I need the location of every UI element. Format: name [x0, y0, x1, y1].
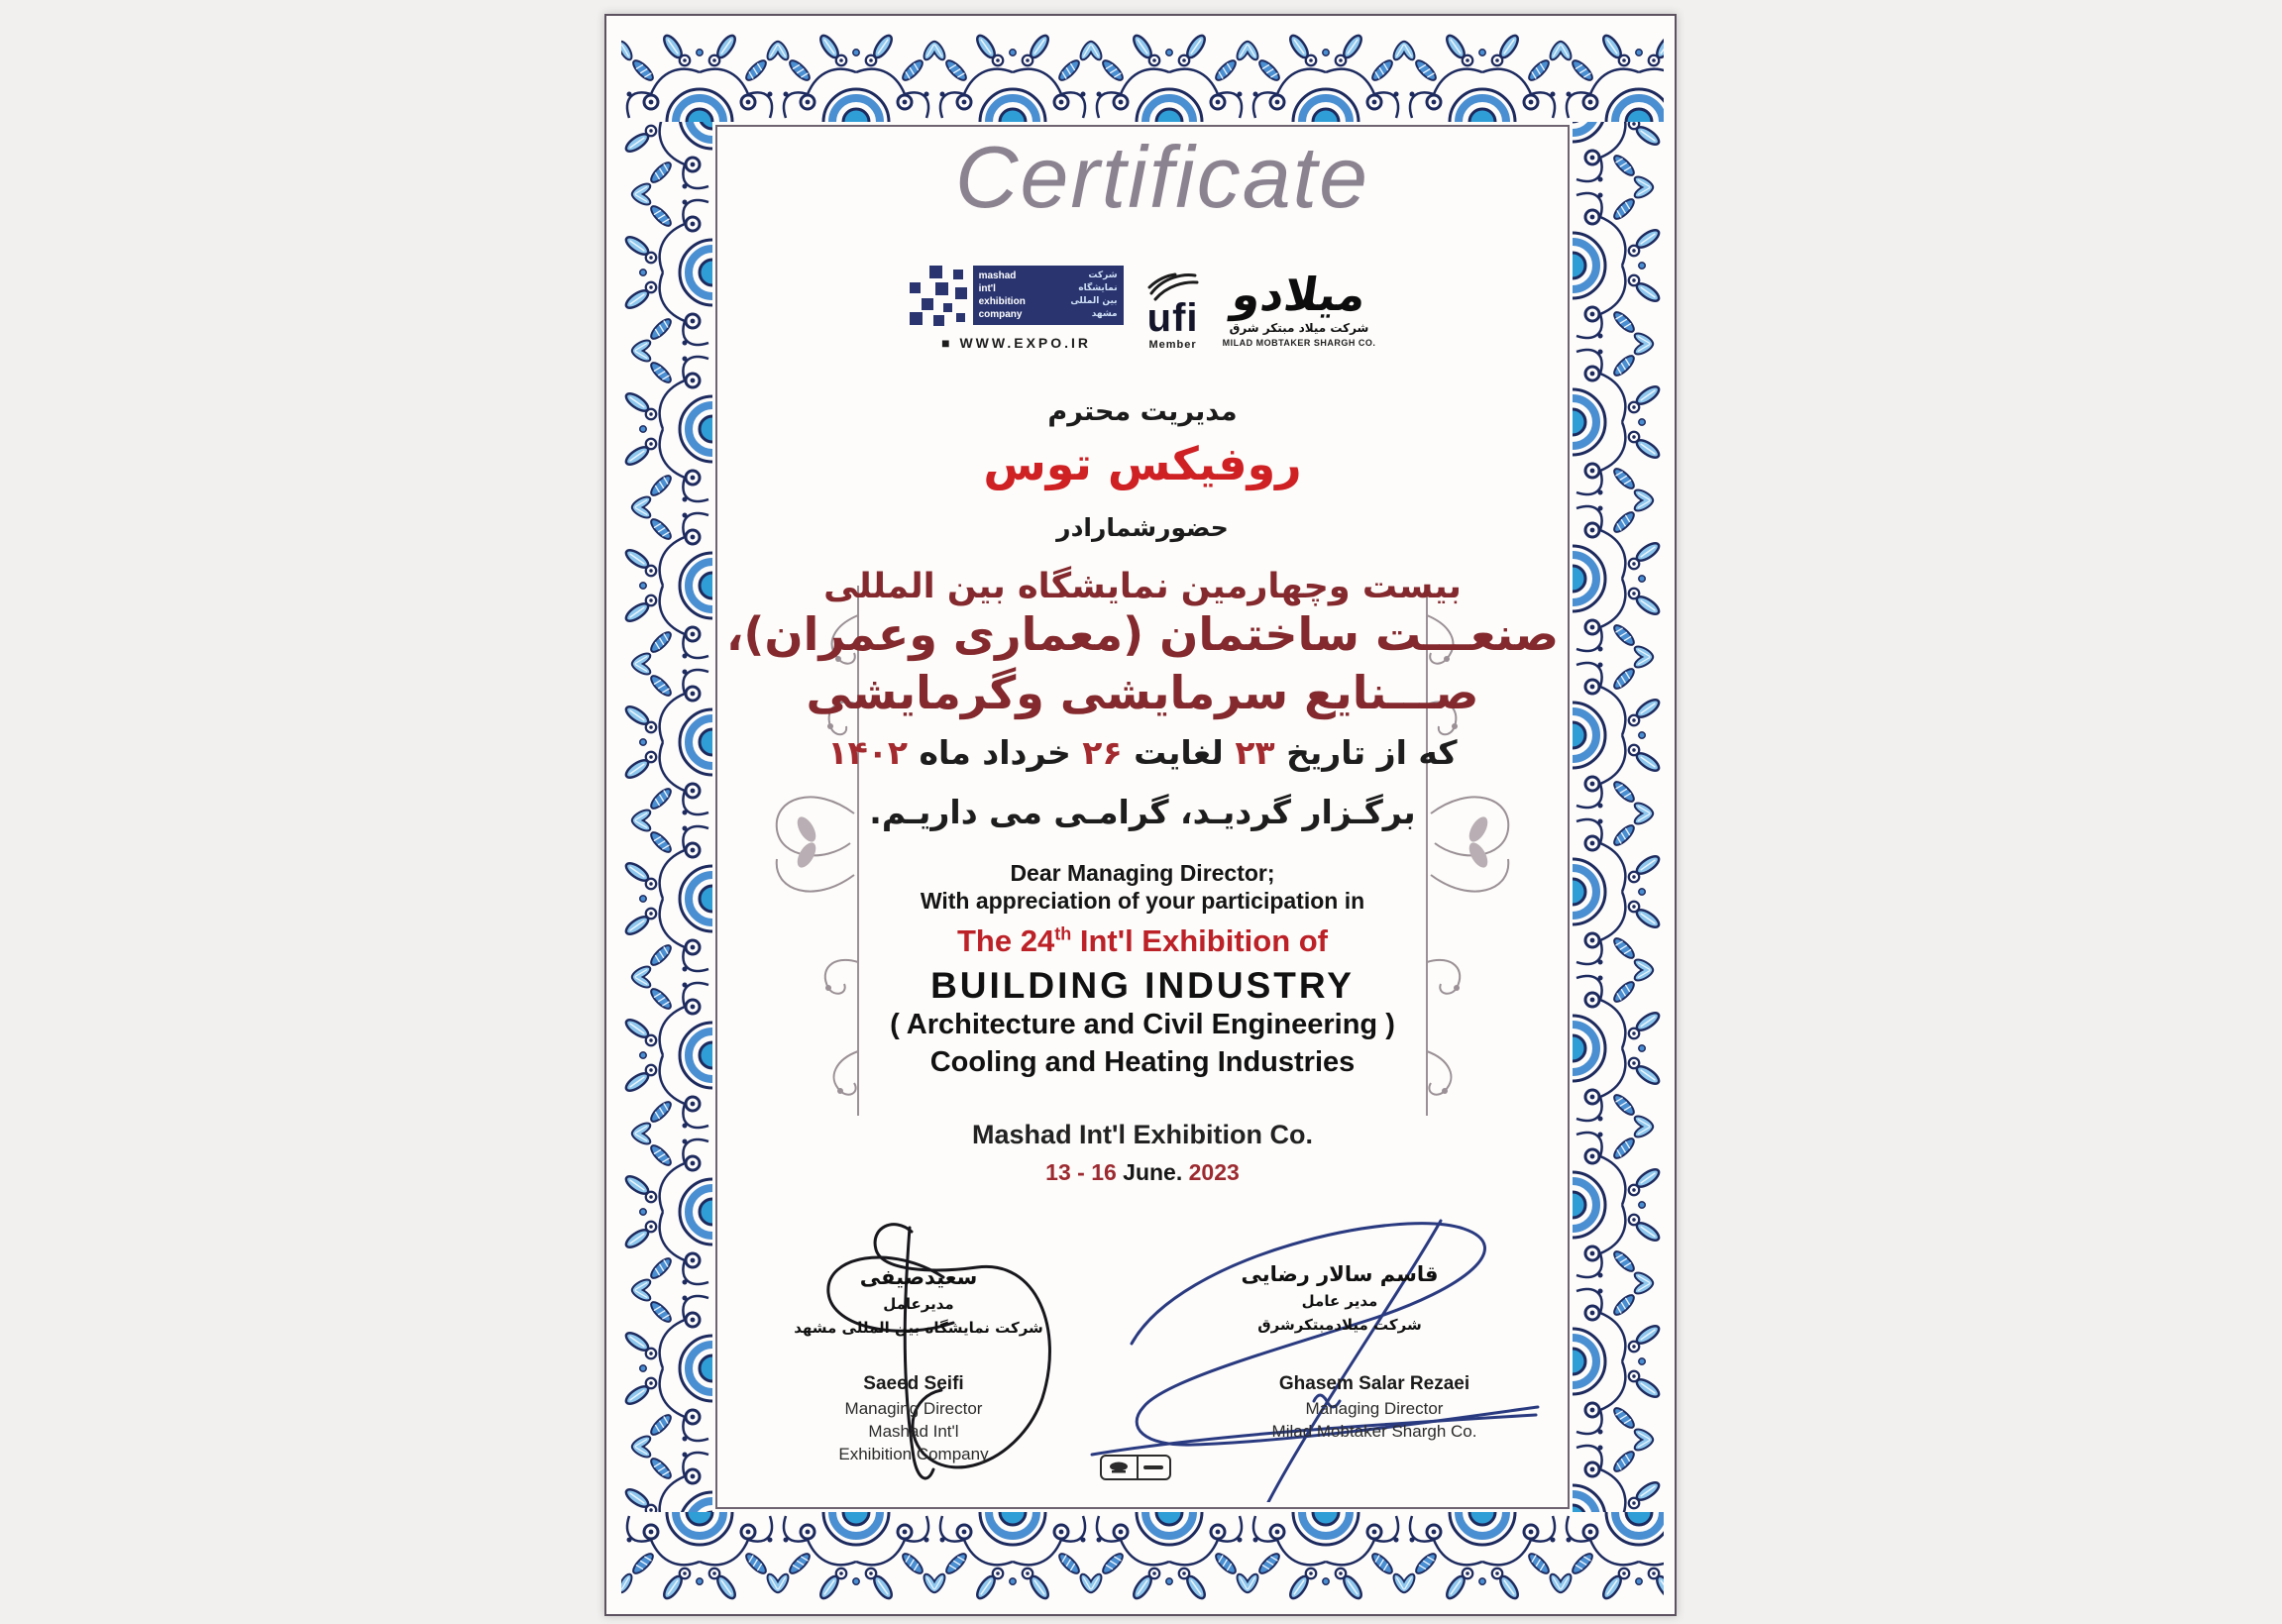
fa-date-day-end: ۲۶: [1082, 733, 1123, 772]
left-sig-en-name: Saeed Seifi: [863, 1373, 964, 1394]
exhibition-fa-dateline: [716, 733, 1569, 772]
left-signature-en-block: [765, 1371, 1062, 1465]
appreciation-line: With appreciation of your participation in: [920, 888, 1365, 914]
right-signature-fa-block: [1191, 1259, 1488, 1337]
exhibition-fa-closing: برگـزار گردیـد، گرامـی می داریـم.: [869, 793, 1416, 831]
fa-date-pre: که از تاریخ: [1286, 733, 1458, 772]
recipient-name: روفیکس توس: [983, 437, 1302, 490]
exhibition-fa-line1: بیست وچهارمین نمایشگاه بین المللی: [823, 567, 1462, 606]
exhibition-fa-line2: صنعـــت ساختمان (معماری وعمران)،: [725, 607, 1560, 661]
mashad-logo-row: [979, 295, 1118, 308]
mashad-logo-fa: بین المللی: [1070, 296, 1118, 306]
right-sig-fa-title: مدیر عامل: [1301, 1292, 1378, 1310]
fa-date-mid2: خرداد ماه: [919, 733, 1071, 772]
dear-line: Dear Managing Director;: [1010, 860, 1275, 886]
exh-title-ordinal: th: [1054, 923, 1072, 944]
exhibition-en-title: [716, 923, 1569, 959]
mashad-logo-row: [979, 308, 1118, 321]
expo-bullet-icon: ■: [941, 335, 953, 351]
mashad-logo-top: [910, 266, 1124, 327]
certificate-title: Certificate: [954, 128, 1370, 226]
right-signature-en-block: [1226, 1371, 1523, 1443]
small-stamp: [1100, 1455, 1171, 1480]
right-sig-fa-name: قاسم سالار رضایی: [1241, 1262, 1439, 1286]
left-sig-fa-org: شرکت نمایشگاه بین المللی مشهد: [794, 1319, 1043, 1337]
event-dates-month: June.: [1123, 1159, 1183, 1185]
mashad-logo-en: int'l: [978, 283, 996, 294]
milad-en-name: MILAD MOBTAKER SHARGH CO.: [1222, 338, 1376, 348]
exhibition-en-line2: ( Architecture and Civil Engineering ): [890, 1009, 1395, 1040]
mashad-logo-row: [979, 282, 1118, 295]
mashad-logo-en: company: [978, 309, 1023, 320]
mashad-logo-fa: شرکت: [1088, 271, 1118, 280]
ufi-name: ufi: [1146, 296, 1199, 340]
mashad-pixel-logo-icon: [910, 266, 967, 327]
exh-title-post: Int'l Exhibition of: [1071, 923, 1328, 958]
event-dates: [716, 1159, 1569, 1186]
right-sig-en-name: Ghasem Salar Rezaei: [1278, 1373, 1470, 1394]
milad-fa-name: شرکت میلاد مبتکر شرق: [1229, 321, 1369, 335]
event-dates-year: 2023: [1188, 1159, 1240, 1185]
right-sig-fa-org: شرکت میلادمبتکرشرق: [1257, 1316, 1422, 1334]
event-dates-range: 13 - 16: [1045, 1159, 1117, 1185]
milad-calligraphy: میلادو: [1229, 268, 1369, 321]
mashad-logo-row: [979, 270, 1118, 282]
logo-row: [716, 266, 1569, 351]
presence-fa: حضورشمارادر: [1056, 513, 1229, 542]
left-sig-fa-title: مدیرعامل: [883, 1295, 954, 1313]
mashad-logo-fa: مشهد: [1091, 309, 1118, 319]
mashad-logo-fa: نمایشگاه: [1078, 283, 1118, 293]
exhibition-fa-line3: صـــنایع سرمایشی وگرمایشی: [806, 666, 1479, 719]
left-signature-fa-block: [760, 1262, 1077, 1340]
stamp-text-icon: [1139, 1463, 1169, 1471]
salutation-fa: مدیریت محترم: [1047, 396, 1238, 427]
right-sig-en-org: Milad Mobtaker Shargh Co.: [1271, 1422, 1477, 1441]
left-sig-en-org2: Exhibition Company: [838, 1445, 989, 1463]
milad-logo: [1223, 270, 1376, 348]
exh-title-pre: The 24: [957, 923, 1055, 958]
certificate: [604, 14, 1677, 1616]
fa-date-mid1: لغایت: [1134, 733, 1224, 772]
exhibition-en-line3: Cooling and Heating Industries: [929, 1046, 1356, 1078]
mashad-logo-en: mashad: [978, 271, 1017, 281]
ufi-logo: [1147, 271, 1199, 351]
left-sig-en-title: Managing Director: [844, 1399, 983, 1418]
expo-website: [941, 335, 1091, 351]
fa-date-year: ۱۴۰۲: [827, 733, 908, 772]
right-sig-en-title: Managing Director: [1305, 1399, 1444, 1418]
organizer-line: Mashad Int'l Exhibition Co.: [972, 1120, 1313, 1149]
ufi-member-label: Member: [1148, 339, 1197, 351]
exhibition-en-line1: BUILDING INDUSTRY: [930, 965, 1355, 1006]
stamp-emblem-icon: [1102, 1457, 1139, 1478]
left-sig-fa-name: سعیدصیفی: [859, 1265, 978, 1289]
fa-date-day-start: ۲۳: [1235, 733, 1275, 772]
mashad-expo-logo: [910, 266, 1124, 351]
left-sig-en-org1: Mashad Int'l: [868, 1422, 959, 1441]
expo-url: WWW.EXPO.IR: [959, 335, 1092, 351]
mashad-logo-en: exhibition: [978, 296, 1026, 307]
mashad-logo-box: [973, 266, 1124, 325]
